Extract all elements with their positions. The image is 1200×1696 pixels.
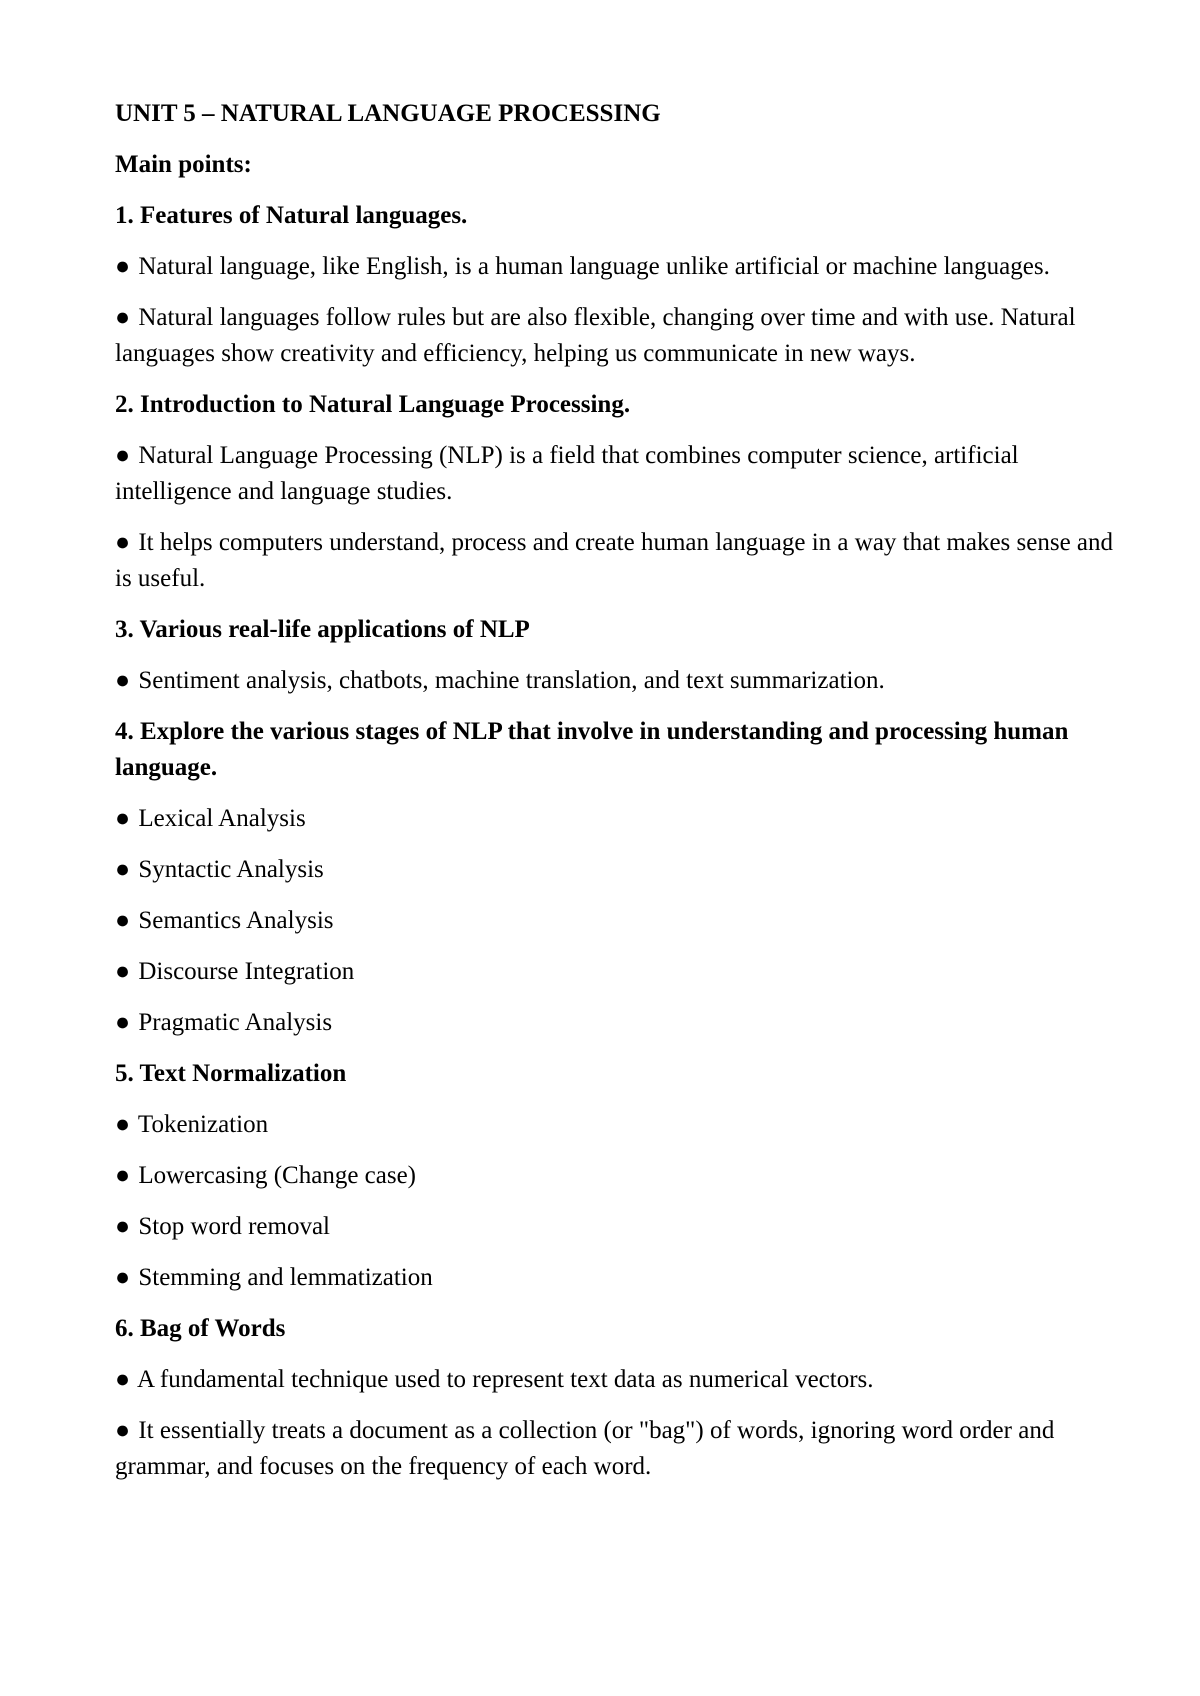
list-item-text: Stemming and lemmatization: [138, 1264, 433, 1291]
list-item: [115, 300, 1135, 372]
section-heading: 6. Bag of Words: [115, 1315, 286, 1342]
bullet-icon: ●: [115, 1009, 131, 1036]
bullet-icon: ●: [115, 1264, 131, 1291]
bullet-icon: ●: [115, 1417, 131, 1444]
list-item: [115, 1107, 1135, 1143]
list-item: [115, 1005, 1135, 1041]
section-heading: 4. Explore the various stages of NLP that involve in understanding and processing human language.: [115, 718, 1069, 781]
list-item-text: Discourse Integration: [138, 958, 355, 985]
list-item: [115, 1362, 1135, 1398]
list-item-text: Natural Language Processing (NLP) is a field that combines computer science, artificial intelligence and language studies.: [115, 442, 1019, 505]
list-item-text: Syntactic Analysis: [138, 856, 324, 883]
list-item: [115, 801, 1135, 837]
bullet-icon: ●: [115, 958, 131, 985]
bullet-icon: ●: [115, 1366, 131, 1393]
bullet-icon: ●: [115, 805, 131, 832]
bullet-icon: ●: [115, 856, 131, 883]
list-item-text: Natural languages follow rules but are also flexible, changing over time and with use. Natural languages show creativity and efficiency, helping us communicate in new ways.: [115, 304, 1076, 367]
bullet-icon: ●: [115, 1162, 131, 1189]
bullet-icon: ●: [115, 253, 131, 280]
list-item-text: Sentiment analysis, chatbots, machine translation, and text summarization.: [138, 667, 885, 694]
main-points-label: Main points:: [115, 151, 252, 178]
bullet-icon: ●: [115, 442, 131, 469]
list-item: [115, 525, 1135, 597]
list-item-text: Pragmatic Analysis: [138, 1009, 333, 1036]
list-item: [115, 438, 1135, 510]
list-item-text: Tokenization: [137, 1111, 269, 1138]
list-item: [115, 249, 1135, 285]
list-item-text: It essentially treats a document as a collection (or "bag") of words, ignoring word order and grammar, and focuses on the frequency of each word.: [115, 1417, 1055, 1480]
list-item: [115, 663, 1135, 699]
list-item: [115, 954, 1135, 990]
bullet-icon: ●: [115, 304, 131, 331]
bullet-icon: ●: [115, 1111, 131, 1138]
bullet-icon: ●: [115, 1213, 131, 1240]
section-heading: 5. Text Normalization: [115, 1060, 347, 1087]
bullet-icon: ●: [115, 667, 131, 694]
list-item-text: Semantics Analysis: [138, 907, 334, 934]
list-item: [115, 903, 1135, 939]
list-item-text: Stop word removal: [138, 1213, 330, 1240]
list-item: [115, 852, 1135, 888]
list-item-text: Natural language, like English, is a human language unlike artificial or machine languages.: [138, 253, 1050, 280]
list-item: [115, 1158, 1135, 1194]
list-item-text: It helps computers understand, process and create human language in a way that makes sense and is useful.: [115, 529, 1114, 592]
document-title: UNIT 5 – NATURAL LANGUAGE PROCESSING: [115, 100, 661, 127]
list-item-text: Lexical Analysis: [138, 805, 306, 832]
list-item-text: Lowercasing (Change case): [138, 1162, 417, 1189]
list-item: [115, 1260, 1135, 1296]
bullet-icon: ●: [115, 907, 131, 934]
section-heading: 2. Introduction to Natural Language Processing.: [115, 391, 631, 418]
list-item-text: A fundamental technique used to represent text data as numerical vectors.: [136, 1366, 874, 1393]
section-heading: 1. Features of Natural languages.: [115, 202, 468, 229]
section-heading: 3. Various real-life applications of NLP: [115, 616, 530, 643]
list-item: [115, 1413, 1135, 1485]
bullet-icon: ●: [115, 529, 131, 556]
document-body: [115, 96, 1135, 1500]
list-item: [115, 1209, 1135, 1245]
